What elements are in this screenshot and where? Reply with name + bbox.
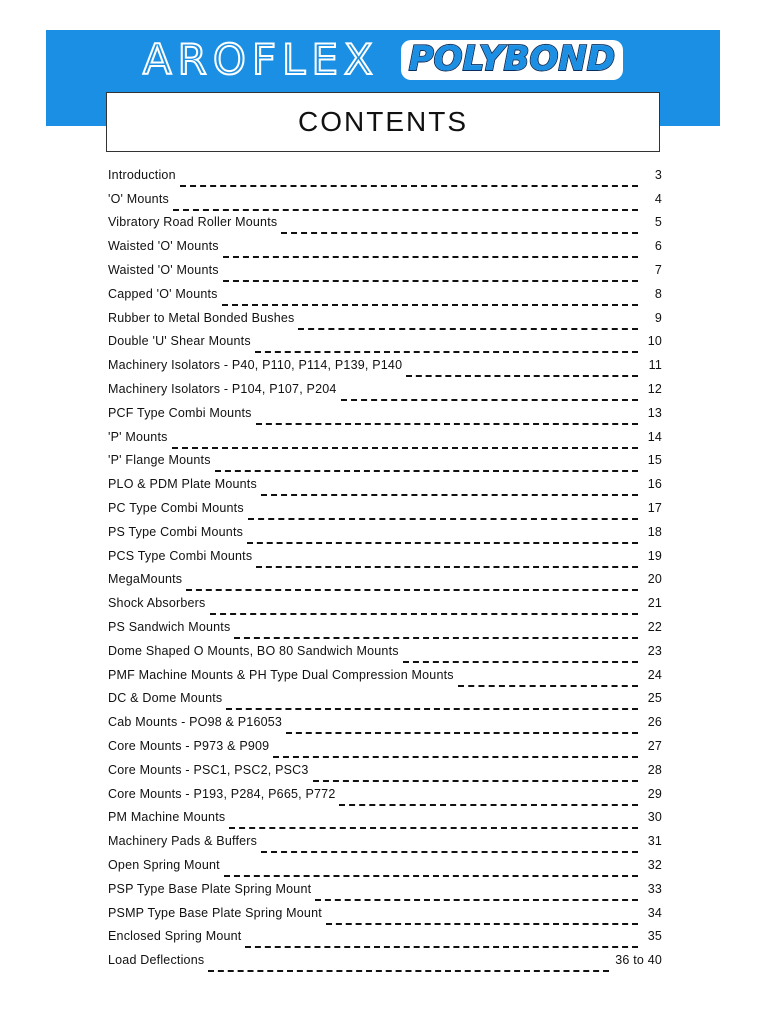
toc-entry[interactable] bbox=[108, 832, 662, 856]
toc-entry[interactable] bbox=[108, 214, 662, 238]
toc-dot-leader bbox=[255, 351, 638, 353]
toc-entry-page: 34 bbox=[647, 905, 662, 920]
toc-entry[interactable] bbox=[108, 261, 662, 285]
toc-entry-page: 27 bbox=[647, 738, 662, 753]
toc-entry-label: Core Mounts - PSC1, PSC2, PSC3 bbox=[108, 762, 309, 777]
toc-entry[interactable] bbox=[108, 809, 662, 833]
toc-entry[interactable] bbox=[108, 237, 662, 261]
toc-entry-label: PCF Type Combi Mounts bbox=[108, 405, 252, 420]
toc-entry-page: 4 bbox=[654, 191, 662, 206]
toc-dot-leader bbox=[458, 685, 638, 687]
page-title: CONTENTS bbox=[298, 106, 468, 137]
toc-dot-leader bbox=[326, 923, 638, 925]
toc-entry-label: Dome Shaped O Mounts, BO 80 Sandwich Mounts bbox=[108, 643, 399, 658]
toc-entry-label: PM Machine Mounts bbox=[108, 810, 226, 825]
toc-dot-leader bbox=[186, 589, 638, 591]
toc-entry-label: Waisted 'O' Mounts bbox=[108, 262, 219, 277]
toc-entry-page: 32 bbox=[647, 857, 662, 872]
toc-dot-leader bbox=[261, 494, 638, 496]
toc-dot-leader bbox=[180, 185, 638, 187]
toc-entry-label: PCS Type Combi Mounts bbox=[108, 548, 253, 563]
toc-entry-page: 21 bbox=[647, 596, 662, 611]
toc-entry-page: 26 bbox=[647, 715, 662, 730]
toc-dot-leader bbox=[286, 732, 638, 734]
toc-entry-label: Vibratory Road Roller Mounts bbox=[108, 215, 278, 230]
toc-entry[interactable] bbox=[108, 642, 662, 666]
toc-entry-label: Capped 'O' Mounts bbox=[108, 286, 218, 301]
toc-entry[interactable] bbox=[108, 690, 662, 714]
table-of-contents bbox=[108, 166, 662, 975]
toc-entry-label: Core Mounts - P973 & P909 bbox=[108, 738, 270, 753]
toc-dot-leader bbox=[223, 256, 638, 258]
toc-entry-label: Machinery Isolators - P40, P110, P114, P139, P140 bbox=[108, 358, 403, 373]
toc-entry-page: 18 bbox=[647, 524, 662, 539]
toc-entry-page: 31 bbox=[647, 834, 662, 849]
toc-dot-leader bbox=[273, 756, 638, 758]
toc-entry-label: PS Type Combi Mounts bbox=[108, 524, 244, 539]
toc-entry[interactable] bbox=[108, 475, 662, 499]
toc-entry-page: 33 bbox=[647, 881, 662, 896]
toc-entry[interactable] bbox=[108, 547, 662, 571]
toc-entry[interactable] bbox=[108, 380, 662, 404]
toc-dot-leader bbox=[341, 399, 638, 401]
toc-entry-label: Enclosed Spring Mount bbox=[108, 929, 242, 944]
toc-entry-page: 9 bbox=[654, 310, 662, 325]
toc-entry-label: Machinery Isolators - P104, P107, P204 bbox=[108, 381, 337, 396]
toc-entry-page: 14 bbox=[647, 429, 662, 444]
toc-entry-page: 29 bbox=[647, 786, 662, 801]
toc-entry[interactable] bbox=[108, 904, 662, 928]
brand-aroflex-logo: AROFLEX bbox=[142, 35, 379, 84]
toc-dot-leader bbox=[172, 447, 638, 449]
brand-polybond-logo: POLYBOND bbox=[401, 40, 623, 79]
toc-entry[interactable] bbox=[108, 285, 662, 309]
toc-entry[interactable] bbox=[108, 880, 662, 904]
toc-entry-label: PSP Type Base Plate Spring Mount bbox=[108, 881, 312, 896]
toc-entry-page: 36 to 40 bbox=[615, 953, 662, 968]
toc-entry[interactable] bbox=[108, 666, 662, 690]
toc-dot-leader bbox=[173, 209, 638, 211]
toc-dot-leader bbox=[315, 899, 638, 901]
toc-entry-label: PSMP Type Base Plate Spring Mount bbox=[108, 905, 322, 920]
toc-dot-leader bbox=[226, 708, 638, 710]
toc-entry-page: 7 bbox=[654, 262, 662, 277]
toc-entry-label: Double 'U' Shear Mounts bbox=[108, 334, 251, 349]
toc-entry[interactable] bbox=[108, 571, 662, 595]
toc-entry-page: 17 bbox=[647, 500, 662, 515]
toc-entry-page: 12 bbox=[647, 381, 662, 396]
toc-entry[interactable] bbox=[108, 428, 662, 452]
toc-entry-page: 23 bbox=[647, 643, 662, 658]
toc-dot-leader bbox=[224, 875, 638, 877]
toc-entry-page: 3 bbox=[654, 167, 662, 182]
toc-entry-label: 'P' Flange Mounts bbox=[108, 453, 211, 468]
toc-entry[interactable] bbox=[108, 761, 662, 785]
toc-entry-label: Open Spring Mount bbox=[108, 857, 220, 872]
toc-entry-page: 15 bbox=[647, 453, 662, 468]
toc-entry-label: PMF Machine Mounts & PH Type Dual Compression Mounts bbox=[108, 667, 454, 682]
toc-entry[interactable] bbox=[108, 737, 662, 761]
toc-entry-page: 35 bbox=[647, 929, 662, 944]
toc-entry[interactable] bbox=[108, 523, 662, 547]
toc-entry[interactable] bbox=[108, 713, 662, 737]
toc-dot-leader bbox=[248, 518, 638, 520]
toc-entry-page: 10 bbox=[647, 334, 662, 349]
toc-dot-leader bbox=[215, 470, 638, 472]
toc-entry-page: 6 bbox=[654, 239, 662, 254]
toc-entry-page: 28 bbox=[647, 762, 662, 777]
toc-entry-page: 22 bbox=[647, 619, 662, 634]
toc-dot-leader bbox=[256, 566, 638, 568]
toc-dot-leader bbox=[406, 375, 638, 377]
brand-logo bbox=[46, 30, 720, 90]
toc-entry[interactable] bbox=[108, 856, 662, 880]
toc-entry-label: 'P' Mounts bbox=[108, 429, 168, 444]
toc-entry-label: Machinery Pads & Buffers bbox=[108, 834, 258, 849]
toc-entry-page: 13 bbox=[647, 405, 662, 420]
toc-entry[interactable] bbox=[108, 404, 662, 428]
toc-entry[interactable] bbox=[108, 452, 662, 476]
contents-title-box bbox=[106, 92, 660, 152]
toc-entry-page: 5 bbox=[654, 215, 662, 230]
toc-entry-page: 20 bbox=[647, 572, 662, 587]
toc-dot-leader bbox=[261, 851, 638, 853]
toc-dot-leader bbox=[313, 780, 638, 782]
toc-dot-leader bbox=[256, 423, 638, 425]
toc-entry-label: MegaMounts bbox=[108, 572, 183, 587]
toc-entry[interactable] bbox=[108, 928, 662, 952]
toc-entry[interactable] bbox=[108, 594, 662, 618]
toc-entry-label: Waisted 'O' Mounts bbox=[108, 239, 219, 254]
toc-entry-label: PLO & PDM Plate Mounts bbox=[108, 477, 257, 492]
toc-entry[interactable] bbox=[108, 166, 662, 190]
toc-entry-label: PC Type Combi Mounts bbox=[108, 500, 244, 515]
toc-entry-label: Introduction bbox=[108, 167, 176, 182]
toc-dot-leader bbox=[234, 637, 638, 639]
toc-entry[interactable] bbox=[108, 190, 662, 214]
toc-dot-leader bbox=[223, 280, 638, 282]
toc-entry[interactable] bbox=[108, 356, 662, 380]
toc-dot-leader bbox=[247, 542, 638, 544]
toc-entry-page: 19 bbox=[647, 548, 662, 563]
toc-entry[interactable] bbox=[108, 785, 662, 809]
toc-entry-label: Cab Mounts - PO98 & P16053 bbox=[108, 715, 283, 730]
toc-entry-label: 'O' Mounts bbox=[108, 191, 169, 206]
toc-dot-leader bbox=[210, 613, 639, 615]
toc-dot-leader bbox=[281, 232, 638, 234]
toc-entry-label: PS Sandwich Mounts bbox=[108, 619, 231, 634]
toc-dot-leader bbox=[245, 946, 638, 948]
toc-entry-label: DC & Dome Mounts bbox=[108, 691, 223, 706]
toc-entry-page: 16 bbox=[647, 477, 662, 492]
toc-dot-leader bbox=[229, 827, 638, 829]
toc-entry[interactable] bbox=[108, 951, 662, 975]
toc-entry-label: Shock Absorbers bbox=[108, 596, 206, 611]
toc-entry-label: Rubber to Metal Bonded Bushes bbox=[108, 310, 295, 325]
toc-entry-page: 24 bbox=[647, 667, 662, 682]
toc-dot-leader bbox=[208, 970, 609, 972]
toc-entry[interactable] bbox=[108, 333, 662, 357]
toc-dot-leader bbox=[222, 304, 638, 306]
toc-dot-leader bbox=[403, 661, 638, 663]
toc-entry-label: Load Deflections bbox=[108, 953, 205, 968]
toc-entry-page: 8 bbox=[654, 286, 662, 301]
toc-entry-page: 30 bbox=[647, 810, 662, 825]
toc-entry-page: 25 bbox=[647, 691, 662, 706]
toc-entry[interactable] bbox=[108, 499, 662, 523]
toc-entry[interactable] bbox=[108, 618, 662, 642]
toc-entry[interactable] bbox=[108, 309, 662, 333]
toc-entry-label: Core Mounts - P193, P284, P665, P772 bbox=[108, 786, 336, 801]
toc-dot-leader bbox=[298, 328, 638, 330]
toc-dot-leader bbox=[339, 804, 638, 806]
toc-entry-page: 11 bbox=[648, 358, 662, 373]
